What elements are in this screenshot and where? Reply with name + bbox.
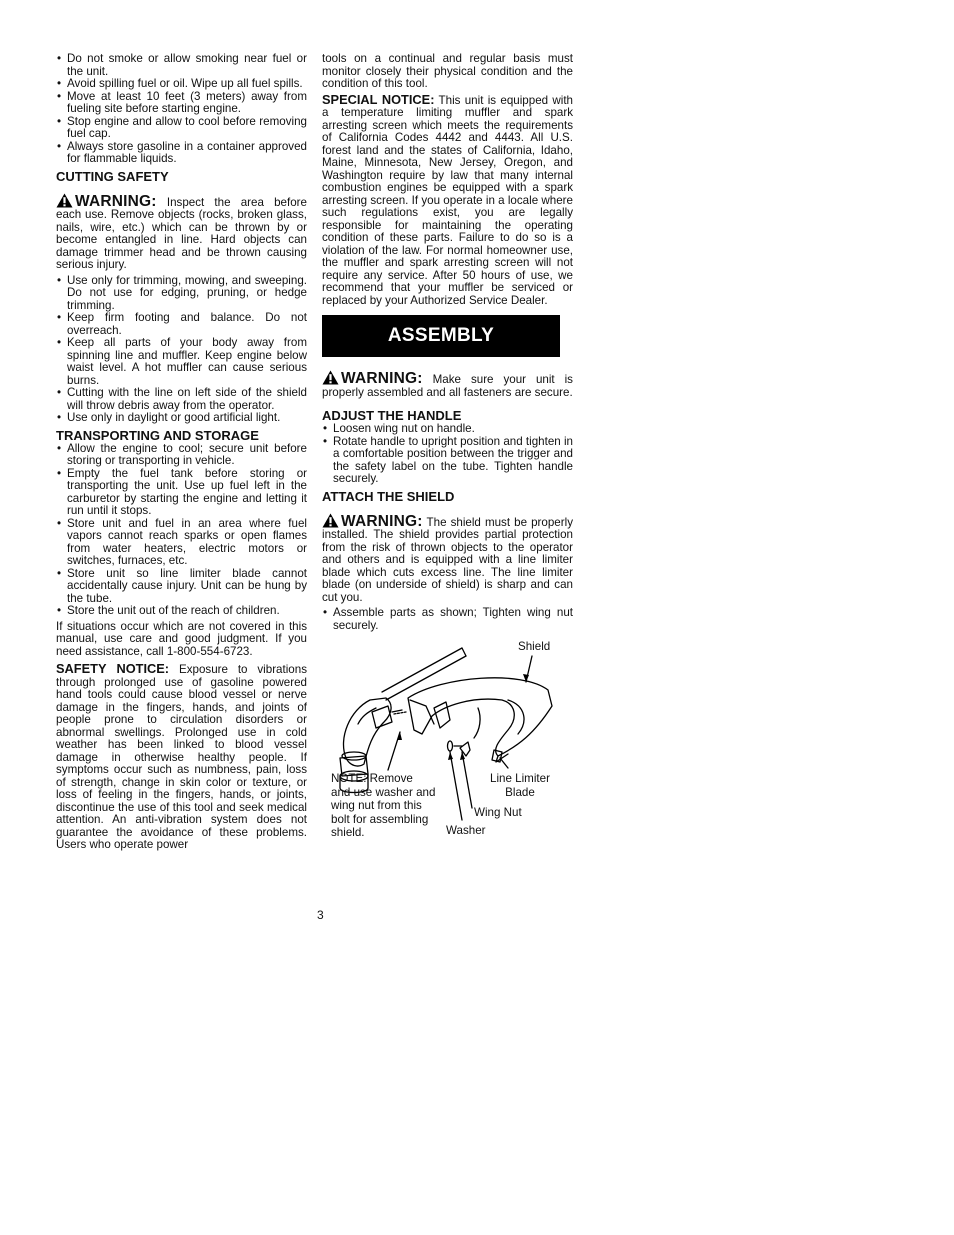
fuel-safety-list xyxy=(56,53,307,166)
list-item: • Store unit so line limiter blade cannot accidentally cause injury. Unit can be hung by the tube. xyxy=(56,568,307,606)
list-item: • Assemble parts as shown; Tighten wing nut securely. xyxy=(322,607,573,632)
label-shield: Shield xyxy=(518,640,551,653)
special-notice-text: This unit is equipped with a temperature limiting muffler and spark arresting screen which meets the requirements of California Codes 4442 and 4443. All U.S. forest land and the states of California, Idaho, Maine, Minnesota, New Jersey, Oregon, and Washington require by law that many internal combustion engines be equipped with a spark arresting screen. If you operate in a locale where such regulations exist, you are legally responsible for maintaining the operating condition of these parts. Failure to do so is a violation of the law. For normal homeowner use, the muffler and spark arresting screen will not require any service. After 50 hours of use, we recommend that your muffler be serviced or replaced by your Authorized Service Dealer. xyxy=(322,93,573,307)
left-column xyxy=(56,53,307,852)
warning-triangle-icon xyxy=(322,513,339,528)
transport-storage-list xyxy=(56,443,307,618)
shield-warning xyxy=(322,513,573,605)
transport-storage-heading: TRANSPORTING AND STORAGE xyxy=(56,427,259,443)
special-notice-label: SPECIAL NOTICE: xyxy=(322,91,435,107)
label-note: NOTE: Remove and use washer and wing nut from this bolt for assembling shield. xyxy=(331,772,436,839)
cutting-warning xyxy=(56,193,307,272)
list-item: • Do not smoke or allow smoking near fuel or the unit. xyxy=(56,53,307,78)
adjust-handle-list xyxy=(322,423,573,486)
warning-text: Make sure your unit is properly assembled and all fasteners are secure. xyxy=(322,373,573,399)
cutting-safety-list xyxy=(56,275,307,425)
attach-shield-list xyxy=(322,607,573,632)
list-item: • Allow the engine to cool; secure unit before storing or transporting in vehicle. xyxy=(56,443,307,468)
safety-notice-label: SAFETY NOTICE: xyxy=(56,661,170,676)
list-item: • Use only in daylight or good artificial light. xyxy=(56,412,307,425)
list-item: • Always store gasoline in a container approved for flammable liquids. xyxy=(56,141,307,166)
shield-assembly-diagram xyxy=(322,638,573,848)
right-column xyxy=(322,53,573,848)
adjust-handle-heading: ADJUST THE HANDLE xyxy=(322,408,462,423)
list-item: • Move at least 10 feet (3 meters) away from fueling site before starting engine. xyxy=(56,91,307,116)
assembly-warning xyxy=(322,370,573,399)
safety-notice-text: Exposure to vibrations through prolonged use of gasoline powered hand tools could cause blood vessel or nerve damage in the fingers, hands, and joints of people prone to circulation disorders or abnormal swellings. Prolonged use in cold weather has been linked to blood vessel damage in otherwise healthy people. If symptoms occur such as numbness, pain, loss of strength, change in skin color or texture, or loss of feeling in the fingers, hands, or joints, discontinue the use of this tool and seek medical attention. An anti-vibration system does not guarantee the avoidance of these problems. Users who operate power xyxy=(56,663,307,851)
safety-notice xyxy=(56,663,307,852)
situations-paragraph: If situations occur which are not covered in this manual, use care and good judgment. If you need assistance, call 1-800-554-6723. xyxy=(56,619,307,658)
special-notice xyxy=(322,91,573,308)
list-item: • Stop engine and allow to cool before removing fuel cap. xyxy=(56,116,307,141)
assembly-banner: ASSEMBLY xyxy=(322,315,560,357)
warning-label: WARNING: xyxy=(341,370,423,387)
list-item: • Keep firm footing and balance. Do not overreach. xyxy=(56,312,307,337)
wing-nut xyxy=(460,742,470,756)
attach-shield-heading: ATTACH THE SHIELD xyxy=(322,488,455,504)
bolt xyxy=(394,712,406,714)
cutting-safety-heading: CUTTING SAFETY xyxy=(56,168,169,184)
list-item: • Loosen wing nut on handle. xyxy=(322,423,573,436)
trimmer-shaft xyxy=(382,648,462,692)
warning-triangle-icon xyxy=(322,370,339,385)
list-item: • Store the unit out of the reach of children. xyxy=(56,605,307,618)
list-item: • Store unit and fuel in an area where fuel vapors cannot reach sparks or open flames from water heaters, electric motors or switches, furnaces, etc. xyxy=(56,518,307,568)
list-item: • Cutting with the line on left side of the shield will throw debris away from the operator. xyxy=(56,387,307,412)
list-item: • Keep all parts of your body away from spinning line and muffler. Keep engine below waist level. A hot muffler can cause serious burns. xyxy=(56,337,307,387)
continued-paragraph: tools on a continual and regular basis must monitor closely their physical condition and the condition of this tool. xyxy=(322,52,573,90)
washer xyxy=(448,741,453,751)
warning-triangle-icon xyxy=(56,193,73,208)
warning-label: WARNING: xyxy=(341,512,423,530)
warning-text: The shield must be properly installed. The shield provides partial protection from the risk of thrown objects to the operator and others and is equipped with a line limiter blade which cuts excess line. The line limiter blade (on underside of shield) is sharp and can cut you. xyxy=(322,515,573,604)
page-number: 3 xyxy=(317,908,324,922)
list-item: • Use only for trimming, mowing, and sweeping. Do not use for edging, pruning, or hedge trimming. xyxy=(56,275,307,313)
list-item: • Rotate handle to upright position and tighten in a comfortable position between the trigger and the safety label on the tube. Tighten handle securely. xyxy=(322,436,573,486)
label-wing-nut: Wing Nut xyxy=(474,806,522,819)
warning-text: Inspect the area before each use. Remove objects (rocks, broken glass, nails, wire, etc.) which can be thrown by or become entangled in line. Hard objects can damage trimmer head and be thrown causing serious injury. xyxy=(56,195,307,271)
label-washer: Washer xyxy=(446,824,486,837)
label-line-limiter-blade: Line Limiter Blade xyxy=(490,772,550,799)
warning-label: WARNING: xyxy=(75,192,157,210)
list-item: • Empty the fuel tank before storing or transporting the unit. Use up fuel left in the carburetor by starting the engine and letting it run until it stops. xyxy=(56,468,307,518)
list-item: • Avoid spilling fuel or oil. Wipe up all fuel spills. xyxy=(56,78,307,91)
